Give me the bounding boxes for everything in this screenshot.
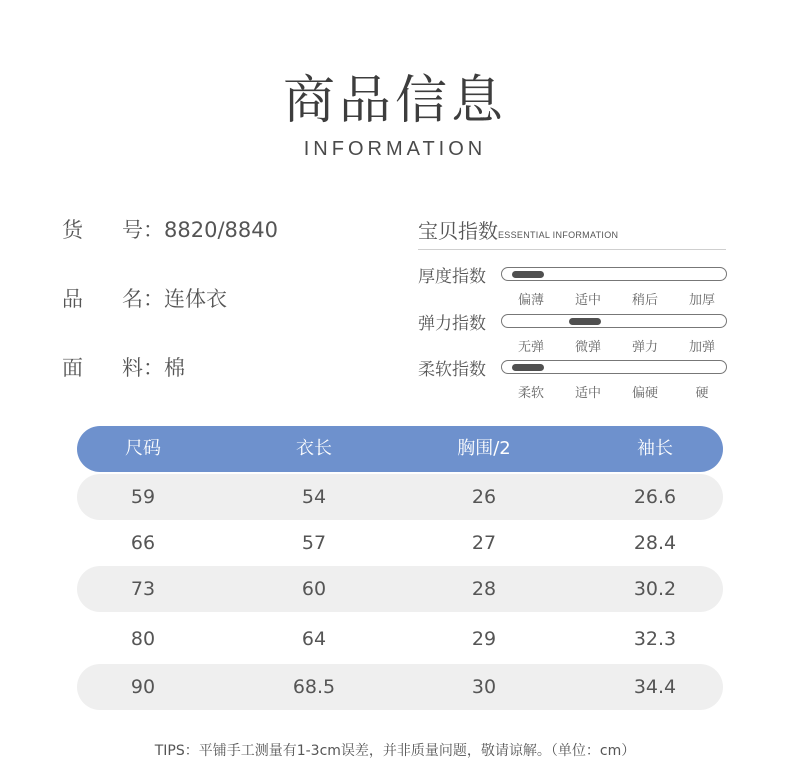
index-label: 弹力指数 <box>418 314 486 334</box>
index-scale-label: 微弹 <box>574 340 601 355</box>
cell-size: 73 <box>130 578 156 600</box>
index-section-title <box>418 215 618 244</box>
cell-length: 60 <box>301 578 327 600</box>
item-no-key-2: 号： <box>122 218 164 242</box>
cell-sleeve: 34.4 <box>633 676 677 698</box>
index-scale-label: 加厚 <box>688 293 715 308</box>
material-key-2: 料： <box>122 356 164 380</box>
index-scale-label: 偏硬 <box>631 386 658 401</box>
item-no-row <box>62 214 278 244</box>
cell-length: 68.5 <box>292 676 336 698</box>
index-scale-label: 柔软 <box>517 386 544 401</box>
product-name-row <box>62 283 227 313</box>
header-size: 尺码 <box>125 438 161 459</box>
index-track <box>501 360 727 374</box>
index-indicator <box>512 364 544 371</box>
index-label: 柔软指数 <box>418 360 486 380</box>
table-row <box>77 664 723 710</box>
cell-chest: 27 <box>471 532 497 554</box>
cell-chest: 28 <box>471 578 497 600</box>
cell-length: 64 <box>301 628 327 650</box>
material-key-1: 面 <box>62 356 83 380</box>
cell-chest: 26 <box>471 486 497 508</box>
cell-length: 57 <box>301 532 327 554</box>
index-scale-label: 稍后 <box>631 293 658 308</box>
cell-size: 90 <box>130 676 156 698</box>
page-title: 商品信息 <box>282 71 507 131</box>
product-name-key-2: 名： <box>122 287 164 311</box>
cell-size: 80 <box>130 628 156 650</box>
cell-chest: 29 <box>471 628 497 650</box>
index-indicator <box>512 271 544 278</box>
header-length: 衣长 <box>296 438 332 459</box>
table-row <box>77 474 723 520</box>
item-no-key-1: 货 <box>62 218 83 242</box>
index-title-main: 宝贝指数 <box>418 219 498 243</box>
index-title-sub: ESSENTIAL INFORMATION <box>498 230 619 240</box>
index-label: 厚度指数 <box>418 267 486 287</box>
table-header <box>77 426 723 472</box>
product-name-value: 连体衣 <box>164 287 227 311</box>
material-row <box>62 352 185 382</box>
index-scale-label: 适中 <box>574 386 601 401</box>
index-scale-label: 弹力 <box>631 340 658 355</box>
cell-size: 66 <box>130 532 156 554</box>
table-row <box>77 616 723 662</box>
product-name-key-1: 品 <box>62 287 83 311</box>
cell-sleeve: 32.3 <box>633 628 677 650</box>
index-scale-label: 硬 <box>695 386 709 401</box>
material-value: 棉 <box>164 356 185 380</box>
index-track <box>501 267 727 281</box>
item-no-value: 8820/8840 <box>164 218 278 242</box>
table-row <box>77 566 723 612</box>
cell-sleeve: 26.6 <box>633 486 677 508</box>
header-sleeve: 袖长 <box>637 438 673 459</box>
cell-length: 54 <box>301 486 327 508</box>
header-chest: 胸围/2 <box>457 438 511 459</box>
index-divider <box>418 249 726 250</box>
index-track <box>501 314 727 328</box>
cell-sleeve: 28.4 <box>633 532 677 554</box>
page-subtitle: INFORMATION <box>303 138 487 160</box>
table-row <box>77 520 723 566</box>
index-scale-label: 无弹 <box>517 340 544 355</box>
cell-sleeve: 30.2 <box>633 578 677 600</box>
index-scale-label: 适中 <box>574 293 601 308</box>
index-indicator <box>569 318 601 325</box>
index-scale-label: 偏薄 <box>517 293 544 308</box>
cell-chest: 30 <box>471 676 497 698</box>
tips-note: TIPS：平铺手工测量有1-3cm误差，并非质量问题，敬请谅解。（单位：cm） <box>154 743 636 759</box>
cell-size: 59 <box>130 486 156 508</box>
index-scale-label: 加弹 <box>688 340 715 355</box>
